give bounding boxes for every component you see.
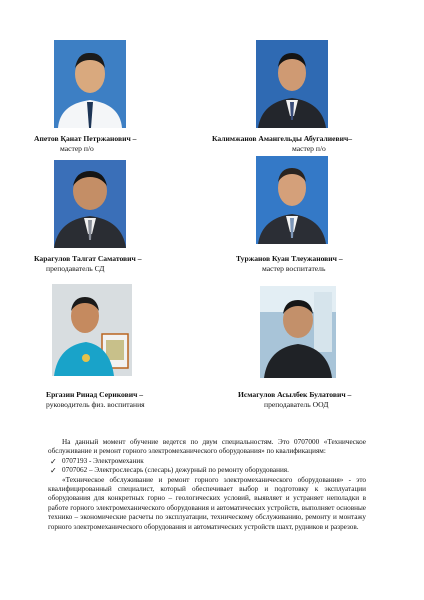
staff-caption-4 [236, 254, 343, 274]
intro-paragraph: На данный момент обучение ведется по двум специальностям. Это 0707000 «Техническое обслуживание и ремонт горного электромеханического оборудования» по квалификациям: [48, 438, 366, 456]
portrait-image [256, 40, 328, 128]
staff-caption-5 [46, 390, 145, 410]
checkmark-icon: ✓ [50, 466, 57, 476]
staff-name: Ергазин Ринад Серикович – [46, 390, 144, 399]
qualification-list [48, 457, 366, 476]
staff-name: Калимжанов Амангельды Абугалиевич– [212, 134, 353, 143]
staff-role: руководитель физ. воспитания [46, 400, 145, 409]
staff-photo-2 [256, 40, 328, 128]
staff-caption-1 [34, 134, 136, 154]
staff-name: Карагулов Талгат Саматович – [34, 254, 142, 263]
staff-photo-5 [52, 284, 132, 376]
staff-name: Апетов Қанат Петржанович – [34, 134, 137, 143]
description-paragraph: «Техническое обслуживание и ремонт горного электромеханического оборудования» - это квалифицированный специалист, который обеспечивает выбор и подготовку к эксплуатации оборудования для конкретных горно – геологических условий, выявляет и устраняет неполадки в работе горного электромеханического оборудования и автоматических устройств, выполняет основные технико – экономические расчеты по эксплуатации, техническому обслуживанию, ремонту и монтажу горного электромеханического оборудования и автоматических устройств шахт, рудников и разрезов. [48, 475, 366, 531]
staff-role: преподаватель ООД [264, 400, 329, 409]
qualification-text: 0707062 – Электрослесарь (слесарь) дежурный по ремонту оборудования. [62, 466, 289, 475]
staff-photo-3 [54, 160, 126, 248]
portrait-image [260, 286, 336, 378]
staff-name: Туржанов Куан Тлеужанович – [236, 254, 343, 263]
portrait-image [54, 160, 126, 248]
staff-caption-3 [34, 254, 142, 274]
portrait-image [52, 284, 132, 376]
staff-name: Исмагулов Асылбек Булатович – [238, 390, 352, 399]
staff-photo-1 [54, 40, 126, 128]
qualification-text: 0707193 - Электромеханик [62, 456, 144, 465]
staff-photo-4 [256, 156, 328, 244]
list-item [50, 466, 366, 475]
staff-photo-6 [260, 286, 336, 378]
staff-role: преподаватель СД [46, 264, 105, 273]
staff-role: мастер п/о [292, 144, 326, 153]
staff-role: мастер п/о [60, 144, 94, 153]
portrait-image [256, 156, 328, 244]
list-item [50, 457, 366, 466]
checkmark-icon: ✓ [50, 456, 57, 466]
portrait-image [54, 40, 126, 128]
staff-role: мастер воспитатель [262, 264, 326, 273]
staff-caption-2 [212, 134, 352, 154]
staff-caption-6 [238, 390, 351, 410]
body-text [48, 438, 366, 532]
